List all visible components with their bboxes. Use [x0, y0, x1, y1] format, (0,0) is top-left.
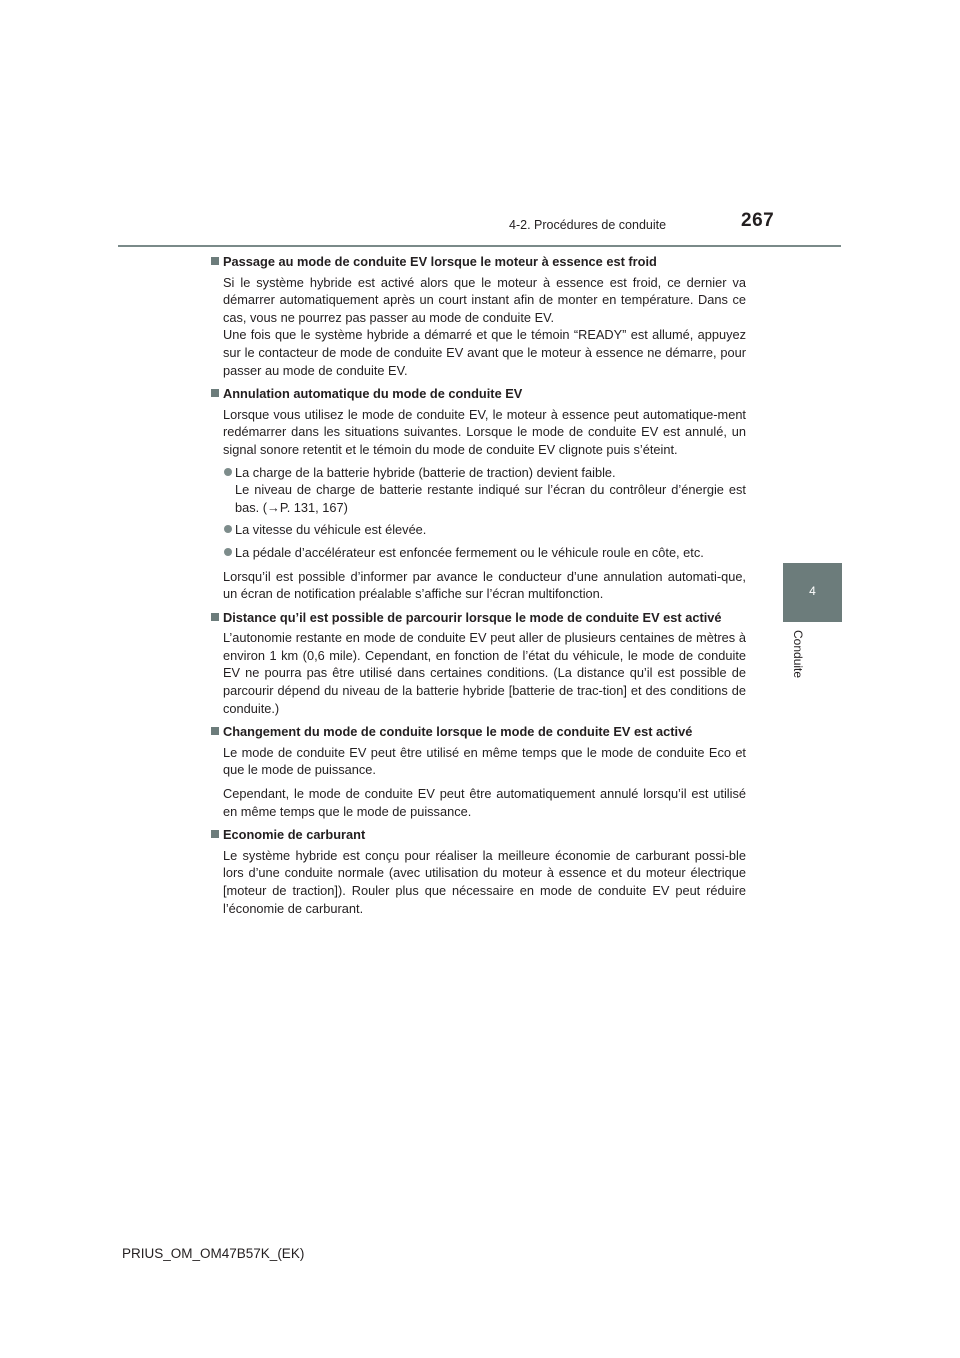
page-content — [211, 253, 746, 923]
bullet-item — [223, 464, 746, 517]
bullet-text: La charge de la batterie hybride (batterie de traction) devient faible. — [235, 464, 616, 480]
paragraph-line: Une fois que le système hybride a démarré et que le témoin “READY” est allumé, appuyez sur le contacteur de mode de conduite EV avant que le moteur à essence ne démarre, pour passer au mode de conduite EV. — [223, 327, 746, 378]
section-auto-cancel — [211, 385, 746, 603]
bullet-item — [223, 521, 746, 539]
bullet-item — [223, 544, 746, 562]
bullet-text: La vitesse du véhicule est élevée. — [235, 522, 427, 538]
section-ev-distance — [211, 609, 746, 718]
section-paragraph: Le mode de conduite EV peut être utilisé en même temps que le mode de conduite Eco et que le mode de puissance. — [223, 744, 746, 778]
section-square-icon — [211, 257, 219, 265]
bullet-text-continued: Le niveau de charge de batterie restante indiqué sur l’écran du contrôleur d’énergie est bas. ( — [235, 482, 746, 515]
chapter-tab — [783, 563, 842, 622]
section-square-icon — [211, 830, 219, 838]
section-paragraph: Cependant, le mode de conduite EV peut être automatiquement annulé lorsqu’il est utilisé en même temps que le mode de puissance. — [223, 786, 746, 819]
section-fuel-economy — [211, 826, 746, 917]
section-heading: Economie de carburant — [223, 827, 366, 843]
running-header-section: 4-2. Procédures de conduite — [509, 218, 667, 232]
bullet-dot-icon — [224, 468, 232, 476]
section-ev-cold-engine — [211, 253, 746, 379]
bullet-dot-icon — [224, 525, 232, 533]
chapter-tab-number: 4 — [809, 584, 816, 598]
section-paragraph — [223, 274, 746, 380]
section-paragraph: Lorsque vous utilisez le mode de conduite EV, le moteur à essence peut automatique-ment redémarrer dans les situations suivantes. Lorsque le mode de conduite EV est annulé, un signal sonore retentit et le témoin du mode de conduite EV clignote puis s’éteint. — [223, 406, 746, 457]
section-square-icon — [211, 389, 219, 397]
paragraph-line: Si le système hybride est activé alors que le moteur à essence est froid, ce dernier va démarrer automatiquement après un court instant afin de monter en température. Dans ce cas, vous ne pourrez pas passer au mode de conduite EV. — [223, 274, 746, 325]
section-paragraph: Lorsqu’il est possible d’informer par avance le conducteur d’une annulation automati-que, un écran de notification préalable s’affiche sur l’écran multifonction. — [223, 568, 746, 602]
section-heading: Annulation automatique du mode de conduite EV — [223, 386, 523, 402]
section-square-icon — [211, 613, 219, 621]
page-reference-link[interactable]: P. 131, 167) — [279, 499, 348, 515]
section-heading: Passage au mode de conduite EV lorsque le moteur à essence est froid — [223, 254, 657, 269]
header-rule — [118, 245, 841, 247]
section-paragraph: L’autonomie restante en mode de conduite EV peut aller de plusieurs centaines de mètres à environ 1 km (0,6 mile). Cependant, en fonction de l’état du véhicule, le mode de conduite EV ne pourra pas être utilisé dans certaines conditions. (La distance qu’il est possible de parcourir dépend du niveau de la batterie hybride [batterie de trac-tion] et des conditions de conduite.) — [223, 630, 746, 716]
document-code-footer: PRIUS_OM_OM47B57K_(EK) — [122, 1246, 305, 1261]
section-mode-change — [211, 723, 746, 820]
section-square-icon — [211, 727, 219, 735]
chapter-tab-label: Conduite — [791, 630, 805, 679]
page-number: 267 — [741, 210, 775, 231]
section-heading: Changement du mode de conduite lorsque le mode de conduite EV est activé — [223, 724, 693, 740]
page-reference-arrow-icon: → — [267, 499, 280, 515]
bullet-text: La pédale d’accélérateur est enfoncée fermement ou le véhicule roule en côte, etc. — [235, 544, 704, 560]
section-heading: Distance qu’il est possible de parcourir lorsque le mode de conduite EV est activé — [223, 609, 722, 625]
section-paragraph: Le système hybride est conçu pour réaliser la meilleure économie de carburant possi-ble lors d’une conduite normale (avec utilisation du moteur à essence et du moteur électrique [moteur de traction]). Rouler plus que nécessaire en mode de conduite EV peut réduire l’économie de carburant. — [223, 847, 746, 916]
bullet-dot-icon — [224, 548, 232, 556]
